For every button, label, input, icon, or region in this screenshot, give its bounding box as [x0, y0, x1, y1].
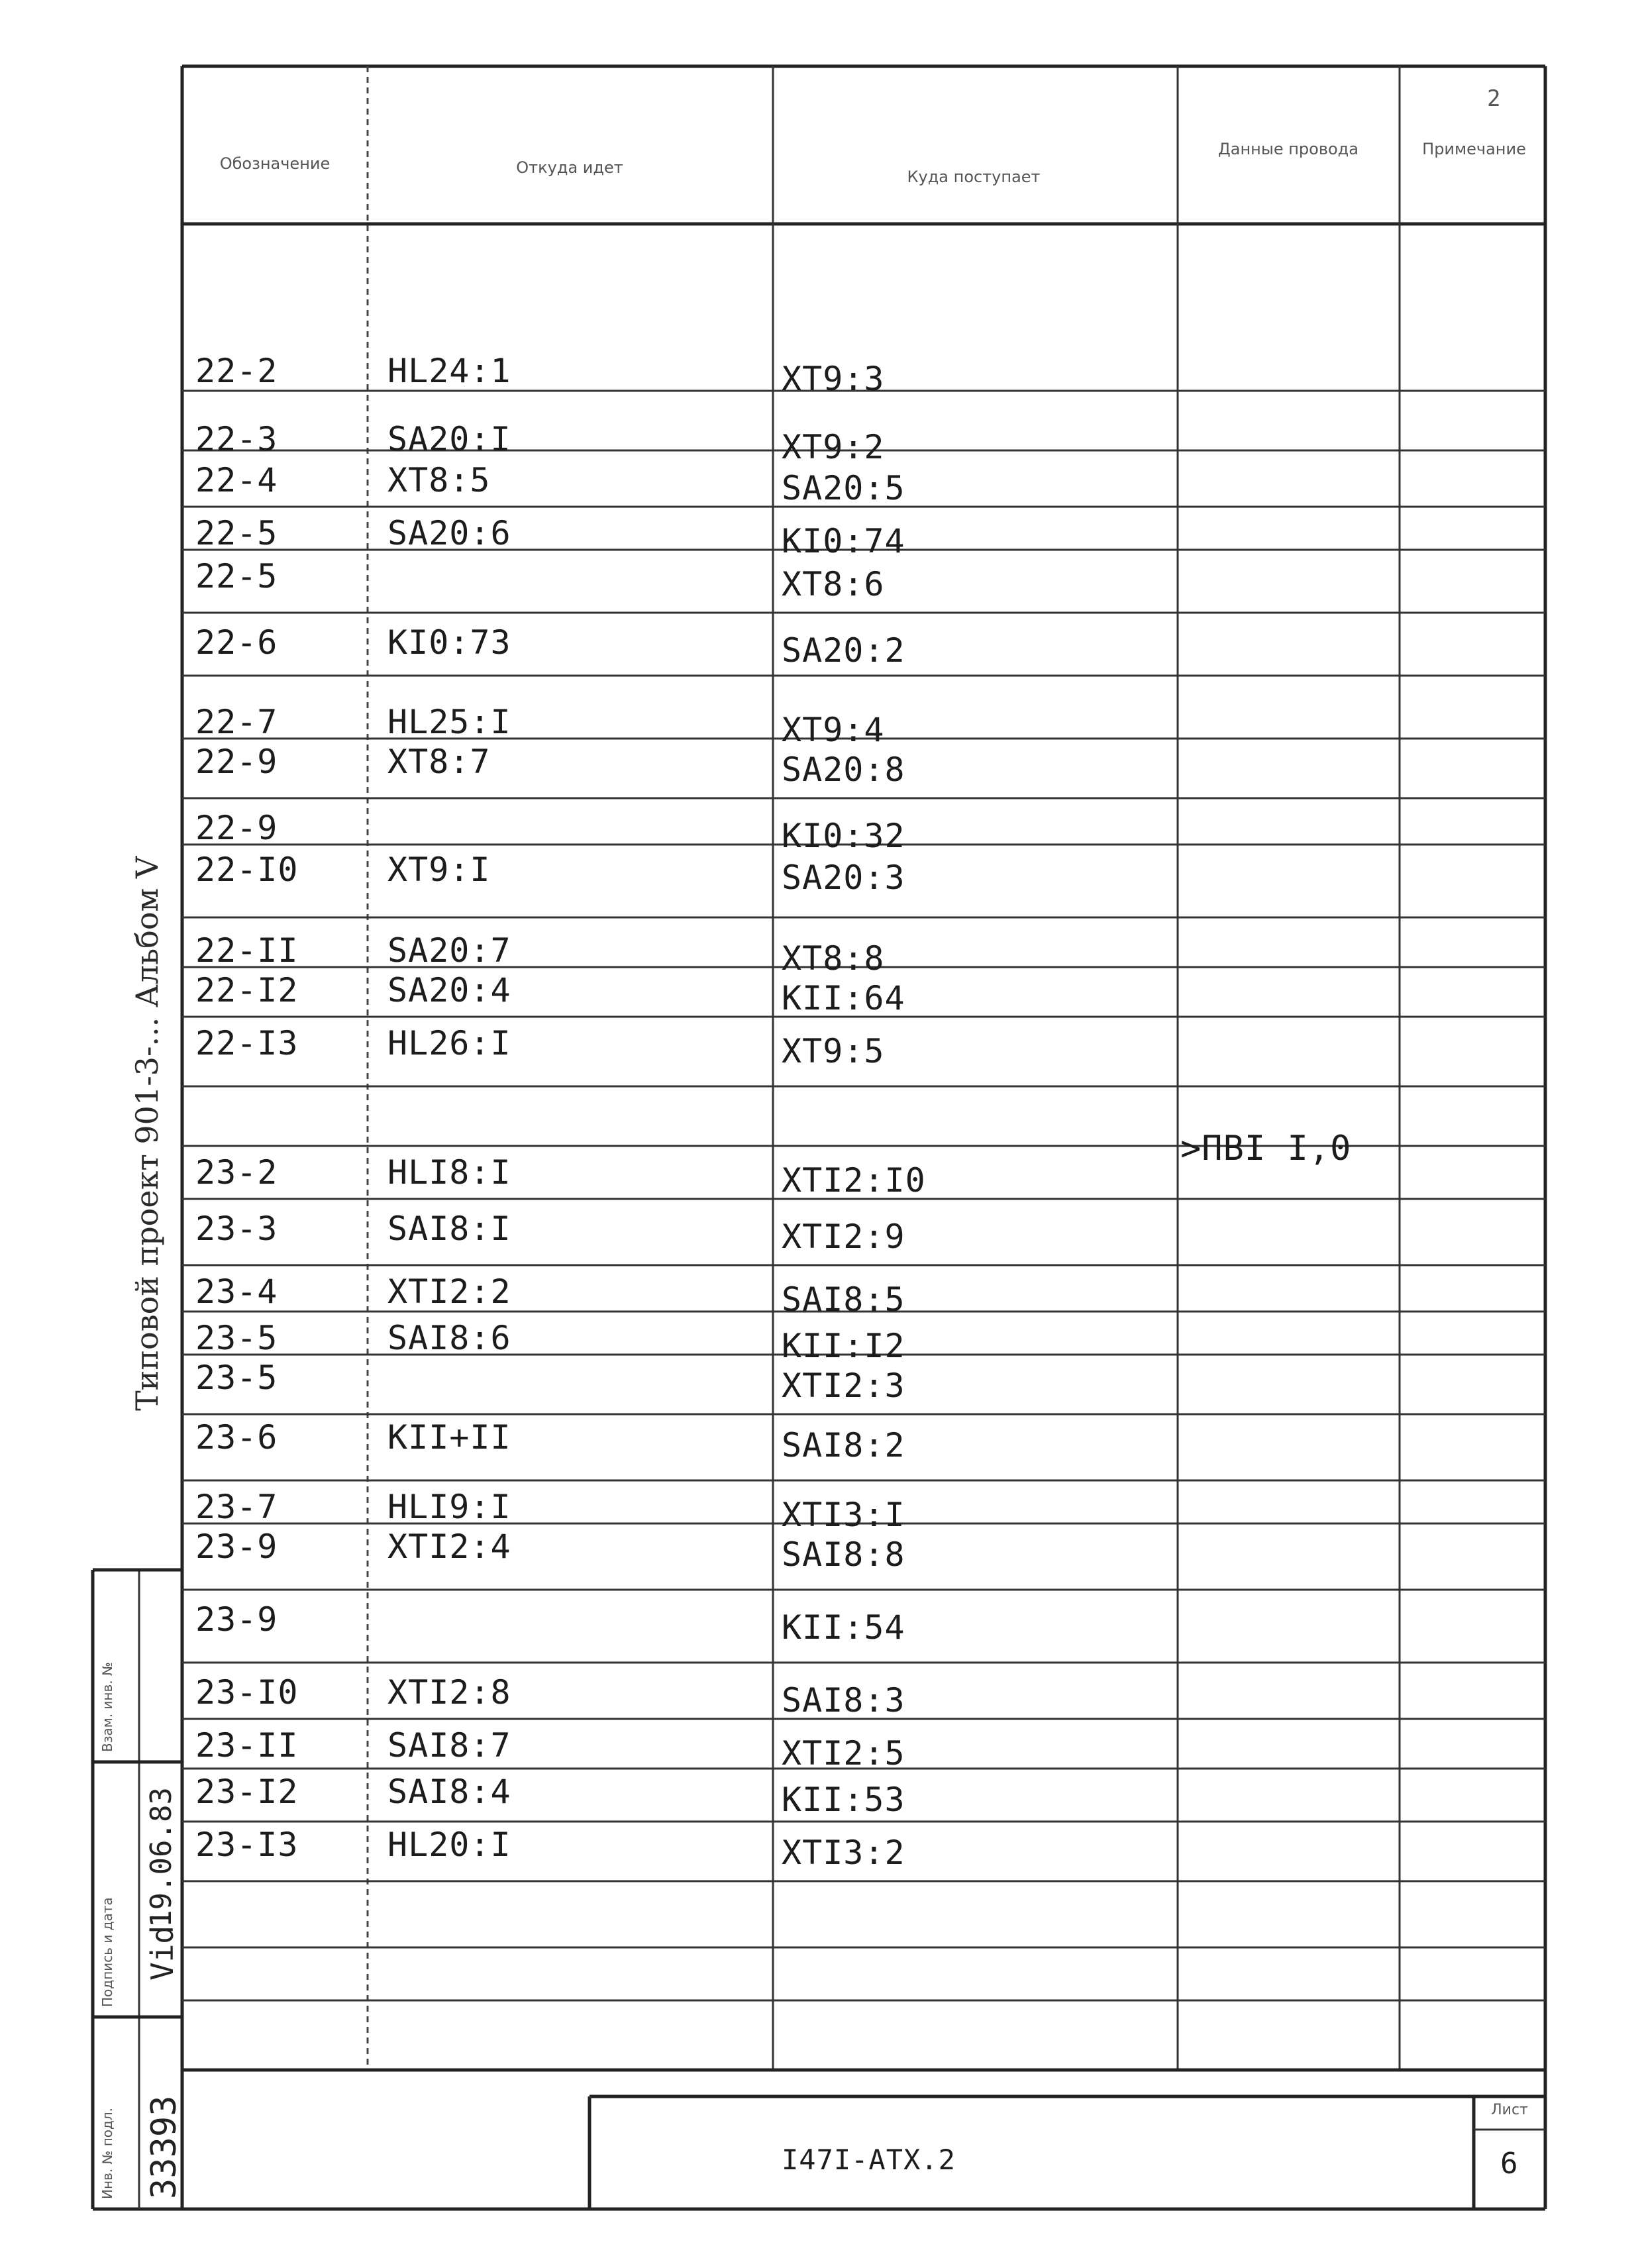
row-designation: 22-9: [195, 743, 278, 781]
row-designation: 23-2: [195, 1153, 278, 1192]
row-to: KI0:32: [782, 817, 905, 855]
row-designation: 23-I2: [195, 1773, 299, 1811]
row-from: XTI2:2: [387, 1272, 511, 1311]
row-designation: 23-7: [195, 1488, 278, 1526]
row-from: XTI2:4: [387, 1527, 511, 1566]
sheet-number: 6: [1500, 2147, 1519, 2181]
row-designation: 23-9: [195, 1527, 278, 1566]
row-to: KI0:74: [782, 522, 905, 560]
row-designation: 22-3: [195, 420, 278, 458]
row-to: SA20:8: [782, 750, 905, 789]
header-to: Куда поступает: [907, 168, 1041, 186]
row-from: HLI9:I: [387, 1488, 511, 1526]
stamp-label-replace: Взам. инв. №: [99, 1662, 115, 1752]
row-to: SA20:2: [782, 631, 905, 670]
row-from: KII+II: [387, 1418, 511, 1457]
stamp-date: 19.06.83: [144, 1787, 178, 1928]
corner-mark: 2: [1487, 85, 1502, 112]
row-designation: 23-3: [195, 1210, 278, 1248]
row-designation: 22-9: [195, 809, 278, 847]
row-from: SAI8:6: [387, 1319, 511, 1357]
row-from: SA20:6: [387, 514, 511, 552]
row-designation: 23-9: [195, 1600, 278, 1639]
row-to: SAI8:8: [782, 1535, 905, 1574]
row-designation: 22-I2: [195, 971, 299, 1009]
stamp-label-sign: Подпись и дата: [99, 1897, 115, 2007]
row-designation: 22-II: [195, 931, 299, 970]
row-from: HL24:1: [387, 352, 511, 390]
drawing-code: I47I-ATX.2: [782, 2143, 956, 2176]
row-designation: 22-5: [195, 557, 278, 595]
row-to: XTI2:9: [782, 1217, 905, 1256]
row-to: SAI8:5: [782, 1280, 905, 1319]
row-to: XT8:6: [782, 565, 885, 603]
row-designation: 22-I0: [195, 850, 299, 889]
row-to: XTI2:5: [782, 1734, 905, 1773]
row-to: XTI2:3: [782, 1366, 905, 1405]
row-to: XT9:2: [782, 428, 885, 466]
row-designation: 23-5: [195, 1319, 278, 1357]
row-designation: 22-6: [195, 623, 278, 662]
row-to: XT8:8: [782, 939, 885, 978]
row-designation: 23-6: [195, 1418, 278, 1457]
stamp-label-inv: Инв. № подл.: [99, 2108, 115, 2199]
row-designation: 23-I0: [195, 1673, 299, 1712]
row-designation: 22-7: [195, 703, 278, 741]
row-designation: 22-5: [195, 514, 278, 552]
row-designation: 22-2: [195, 352, 278, 390]
row-from: SA20:I: [387, 420, 511, 458]
row-to: XT9:3: [782, 360, 885, 398]
header-designation: Обозначение: [219, 154, 331, 173]
row-to: KII:I2: [782, 1327, 905, 1365]
row-from: SA20:7: [387, 931, 511, 970]
row-to: SAI8:3: [782, 1681, 905, 1720]
row-to: SA20:5: [782, 469, 905, 507]
row-designation: 22-I3: [195, 1024, 299, 1062]
row-to: XT9:4: [782, 711, 885, 749]
row-from: HLI8:I: [387, 1153, 511, 1192]
row-from: SA20:4: [387, 971, 511, 1009]
row-designation: 23-4: [195, 1272, 278, 1311]
row-to: XT9:5: [782, 1032, 885, 1070]
row-to: XTI2:I0: [782, 1161, 926, 1200]
row-from: SAI8:7: [387, 1726, 511, 1765]
row-to: XTI3:2: [782, 1833, 905, 1872]
header-wire-data: Данные провода: [1218, 140, 1359, 158]
header-note: Примечание: [1422, 140, 1526, 158]
row-from: XT8:5: [387, 461, 491, 499]
row-designation: 22-4: [195, 461, 278, 499]
row-from: HL20:I: [387, 1826, 511, 1864]
row-from: XT9:I: [387, 850, 491, 889]
stamp-signature: Vid: [144, 1925, 180, 1981]
row-from: HL25:I: [387, 703, 511, 741]
stamp-inv-number: 33393: [144, 2095, 184, 2199]
row-from: KI0:73: [387, 623, 511, 662]
row-from: XTI2:8: [387, 1673, 511, 1712]
row-to: KII:54: [782, 1608, 905, 1647]
row-designation: 23-5: [195, 1359, 278, 1397]
row-to: SA20:3: [782, 858, 905, 897]
row-from: SAI8:I: [387, 1210, 511, 1248]
sheet-label: Лист: [1491, 2102, 1528, 2118]
side-project-text: Типовой проект 901-3-... Альбом V: [129, 856, 165, 1411]
row-to: SAI8:2: [782, 1426, 905, 1465]
row-designation: 23-II: [195, 1726, 299, 1765]
wire-note: >ПВI I,0: [1180, 1129, 1352, 1168]
row-from: SAI8:4: [387, 1773, 511, 1811]
row-to: XTI3:I: [782, 1496, 905, 1534]
row-from: HL26:I: [387, 1024, 511, 1062]
row-from: XT8:7: [387, 743, 491, 781]
header-from: Откуда идет: [516, 158, 623, 177]
row-to: KII:53: [782, 1780, 905, 1819]
row-designation: 23-I3: [195, 1826, 299, 1864]
row-to: KII:64: [782, 979, 905, 1017]
